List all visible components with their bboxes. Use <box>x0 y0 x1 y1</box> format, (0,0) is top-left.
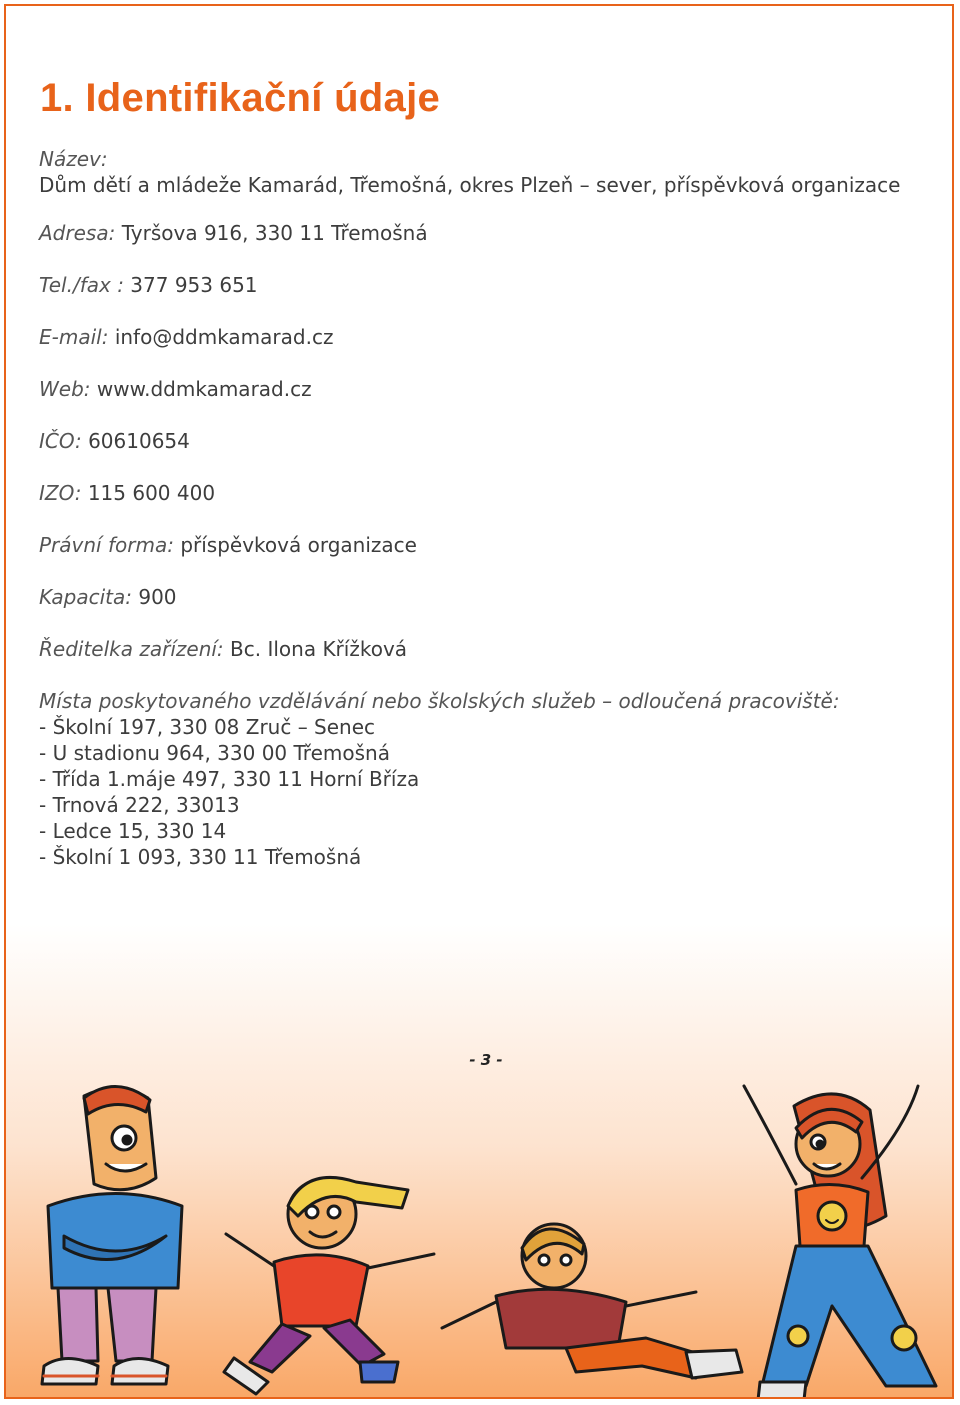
page-title: 1. Identifikační údaje <box>40 76 441 120</box>
director-value: Bc. Ilona Křížková <box>230 637 408 661</box>
location-item: - Školní 197, 330 08 Zruč – Senec <box>39 715 376 739</box>
capacity-label: Kapacita: <box>39 585 132 609</box>
izo-row <box>39 480 929 506</box>
web-value[interactable]: www.ddmkamarad.cz <box>96 377 312 401</box>
ico-row <box>39 428 929 454</box>
location-item: - U stadionu 964, 330 00 Třemošná <box>39 741 390 765</box>
location-item: - Trnová 222, 33013 <box>39 793 240 817</box>
locations-label: Místa poskytovaného vzdělávání nebo školských služeb – odloučená pracoviště: <box>39 689 840 713</box>
page-number: - 3 - <box>469 1051 503 1069</box>
email-row <box>39 324 929 350</box>
name-label: Název: <box>39 147 108 171</box>
ico-label: IČO: <box>39 429 82 453</box>
capacity-row <box>39 584 929 610</box>
phone-label: Tel./fax : <box>39 273 124 297</box>
child-1 <box>42 1086 182 1384</box>
legal-form-row <box>39 532 929 558</box>
name-value: Dům dětí a mládeže Kamarád, Třemošná, okres Plzeň – sever, příspěvková organizace <box>39 173 901 197</box>
child-4 <box>744 1086 936 1399</box>
legal-form-label: Právní forma: <box>39 533 174 557</box>
locations-section <box>39 688 929 870</box>
email-value[interactable]: info@ddmkamarad.cz <box>114 325 334 349</box>
legal-form-value: příspěvková organizace <box>180 533 417 557</box>
child-2 <box>224 1177 434 1394</box>
locations-list <box>39 714 929 870</box>
email-label: E-mail: <box>39 325 109 349</box>
capacity-value: 900 <box>138 585 177 609</box>
address-value: Tyršova 916, 330 11 Třemošná <box>121 221 428 245</box>
child-3 <box>442 1224 742 1378</box>
location-item: - Třída 1.máje 497, 330 11 Horní Bříza <box>39 767 420 791</box>
ico-value: 60610654 <box>88 429 190 453</box>
address-label: Adresa: <box>39 221 116 245</box>
location-item: - Ledce 15, 330 14 <box>39 819 227 843</box>
director-row <box>39 636 929 662</box>
name-row <box>39 146 929 198</box>
phone-row <box>39 272 929 298</box>
phone-value: 377 953 651 <box>130 273 258 297</box>
izo-value: 115 600 400 <box>87 481 216 505</box>
location-item: - Školní 1 093, 330 11 Třemošná <box>39 845 362 869</box>
document-page <box>4 4 954 1399</box>
izo-label: IZO: <box>39 481 82 505</box>
identification-details <box>39 146 929 870</box>
cartoon-children-icon <box>6 1066 952 1399</box>
web-row <box>39 376 929 402</box>
web-label: Web: <box>39 377 91 401</box>
address-row <box>39 220 929 246</box>
director-label: Ředitelka zařízení: <box>39 637 224 661</box>
